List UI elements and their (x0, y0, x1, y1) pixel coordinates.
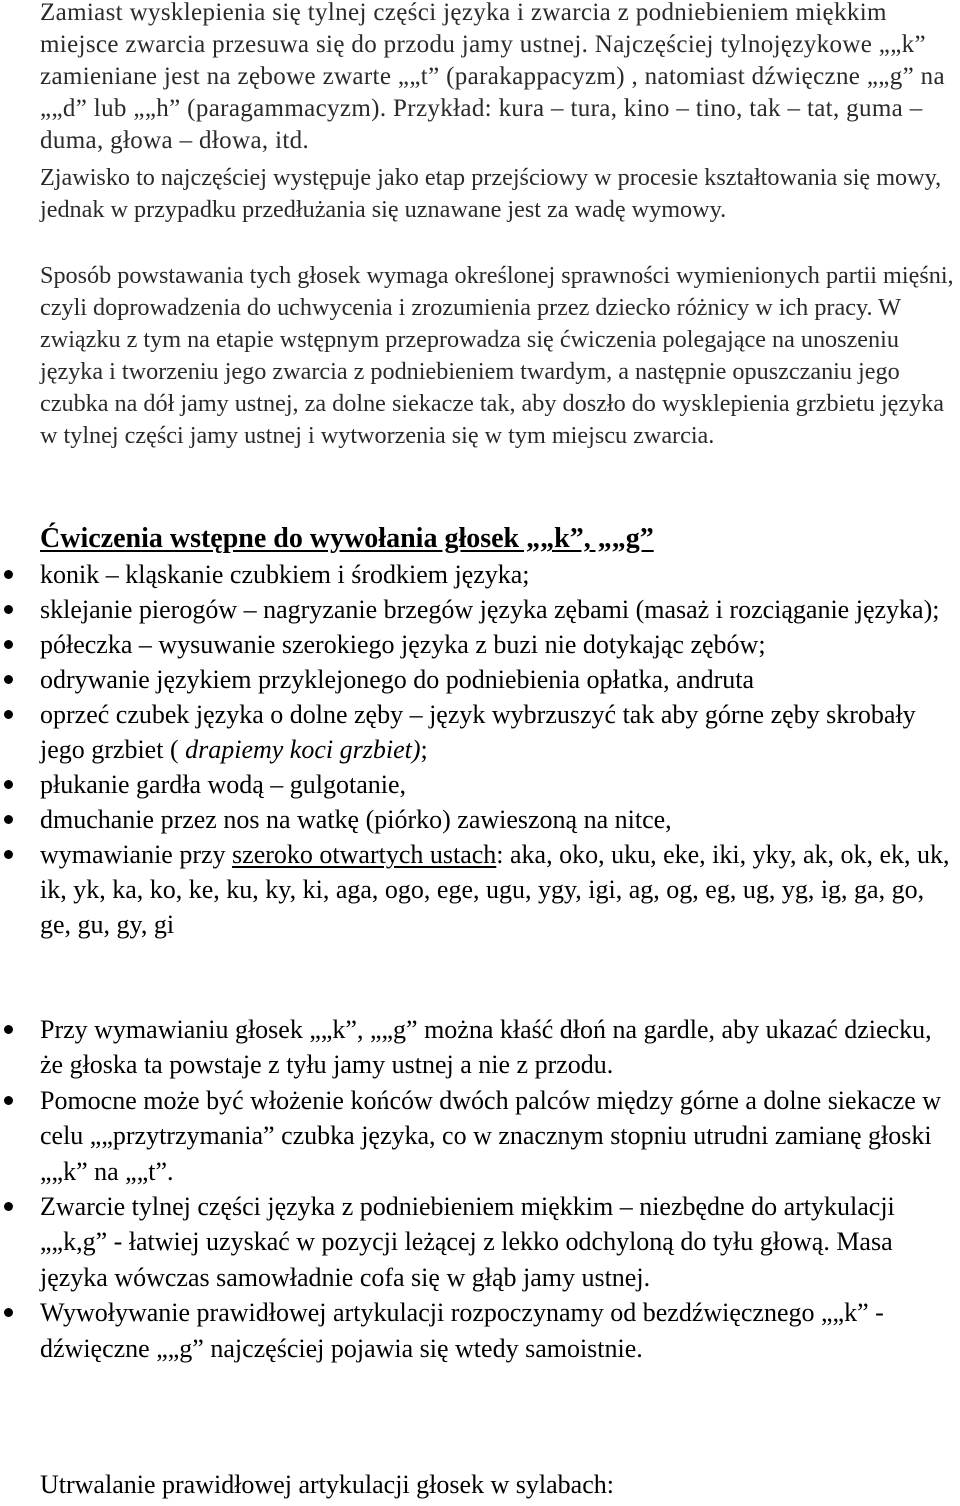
bullet-icon (4, 1096, 13, 1105)
bullet-icon (4, 1202, 13, 1211)
list-item (0, 1012, 958, 1083)
list-item (0, 697, 958, 767)
list-item-text: sklejanie pierogów – nagryzanie brzegów języka zębami (masaż i rozciąganie języka); (40, 595, 940, 624)
bullet-icon (4, 675, 13, 684)
list-item-text: Pomocne może być włożenie końców dwóch palców między górne a dolne siekacze w celu „„przytrzymania” czubka języka, co w znacznym stopniu utrudni zamianę głoski „„k” na „„t”. (40, 1085, 942, 1186)
list-item-text: półeczka – wysuwanie szerokiego języka z buzi nie dotykając zębów; (40, 630, 766, 659)
list-item-text: płukanie gardła wodą – gulgotanie, (40, 770, 407, 799)
bullet-icon (4, 1025, 13, 1034)
section-heading: Ćwiczenia wstępne do wywołania głosek „„k”, „„g” (40, 523, 654, 554)
list-item (0, 627, 958, 662)
tips-list (0, 1012, 960, 1366)
bullet-icon (4, 605, 13, 614)
bullet-icon (4, 850, 13, 859)
bullet-icon (4, 780, 13, 789)
paragraph-method: Sposób powstawania tych głosek wymaga określonej sprawności wymienionych partii mięśni, czyli doprowadzenia do uchwycenia i zrozumienia przez dziecko różnicy w ich pracy. W związku z tym na etapie wstępnym przeprowadza się ćwiczenia polegające na unoszeniu języka i tworzeniu jego zwarcia z podniebieniem twardym, a następnie opuszczaniu jego czubka na dół jamy ustnej, za dolne siekacze tak, aby doszło do wysklepienia grzbietu języka w tylnej części jamy ustnej i wytworzenia się w tym miejscu zwarcia. (40, 262, 954, 449)
list-item-text-after: : aka, oko, uku, eke, iki, yky, ak, ok, ek, uk, ik, yk, ka, ko, ke, ku, ky, ki, aga, ogo, ege, ugu, ygy, igi, ag, og, eg, ug, yg, ig, ga, go, ge, gu, gy, gi (40, 840, 950, 939)
list-item-text-before: wymawianie przy (40, 840, 233, 869)
list-item-text: Zwarcie tylnej części języka z podniebieniem miękkim – niezbędne do artykulacji „„k,g” - łatwiej uzyskać w pozycji leżącej z lekko odchyloną do tyłu głową. Masa języka wówczas samowładnie cofa się w głąb jamy ustnej. (40, 1192, 895, 1292)
list-item-text-italic: drapiemy koci grzbiet) (185, 735, 421, 764)
list-item (0, 1295, 958, 1366)
exercise-list (0, 557, 960, 942)
bullet-icon (4, 1308, 13, 1317)
list-item-text-after: ; (420, 735, 428, 764)
list-item-text: Przy wymawianiu głosek „„k”, „„g” można kłaść dłoń na gardle, aby ukazać dziecku, że głoska ta powstaje z tyłu jamy ustnej a nie z przodu. (40, 1015, 932, 1080)
list-item (0, 1083, 958, 1189)
list-item (0, 837, 958, 942)
list-item-text: odrywanie językiem przyklejonego do podniebienia opłatka, andruta (40, 665, 755, 694)
list-item (0, 1189, 958, 1295)
bullet-icon (4, 640, 13, 649)
bullet-icon (4, 710, 13, 719)
list-item (0, 767, 958, 802)
list-item-text: konik – kląskanie czubkiem i środkiem języka; (40, 560, 530, 589)
list-item-text: Wywoływanie prawidłowej artykulacji rozpoczynamy od bezdźwięcznego „„k” - dźwięczne „„g” najczęściej pojawia się wtedy samoistnie. (40, 1298, 884, 1363)
paragraph-transitional-stage: Zjawisko to najczęściej występuje jako etap przejściowy w procesie kształtowania się mowy, jednak w przypadku przedłużania się uznawane jest za wadę wymowy. (40, 164, 942, 223)
bullet-icon (4, 815, 13, 824)
list-item-text-before: oprzeć czubek języka o dolne zęby – język wybrzuszyć tak aby górne zęby skrobały jego grzbiet ( (40, 700, 916, 764)
list-item (0, 592, 958, 627)
closing-line: Utrwalanie prawidłowej artykulacji głosek w sylabach: (40, 1470, 614, 1499)
list-item (0, 662, 958, 697)
bullet-icon (4, 570, 13, 579)
list-item (0, 802, 958, 837)
list-item-text-underlined: szeroko otwartych ustach (232, 840, 497, 869)
list-item-text: dmuchanie przez nos na watkę (piórko) zawieszoną na nitce, (40, 805, 672, 834)
list-item (0, 557, 958, 592)
paragraph-substitution: Zamiast wysklepienia się tylnej części języka i zwarcia z podniebieniem miękkim miejsce zwarcia przesuwa się do przodu jamy ustnej. Najczęściej tylnojęzykowe „„k” zamieniane jest na zębowe zwarte „„t” (parakappacyzm) , natomiast dźwięczne „„g” na „„d” lub „„h” (paragammacyzm). Przykład: kura – tura, kino – tino, tak – tat, guma – duma, głowa – dłowa, itd. (40, 0, 945, 154)
